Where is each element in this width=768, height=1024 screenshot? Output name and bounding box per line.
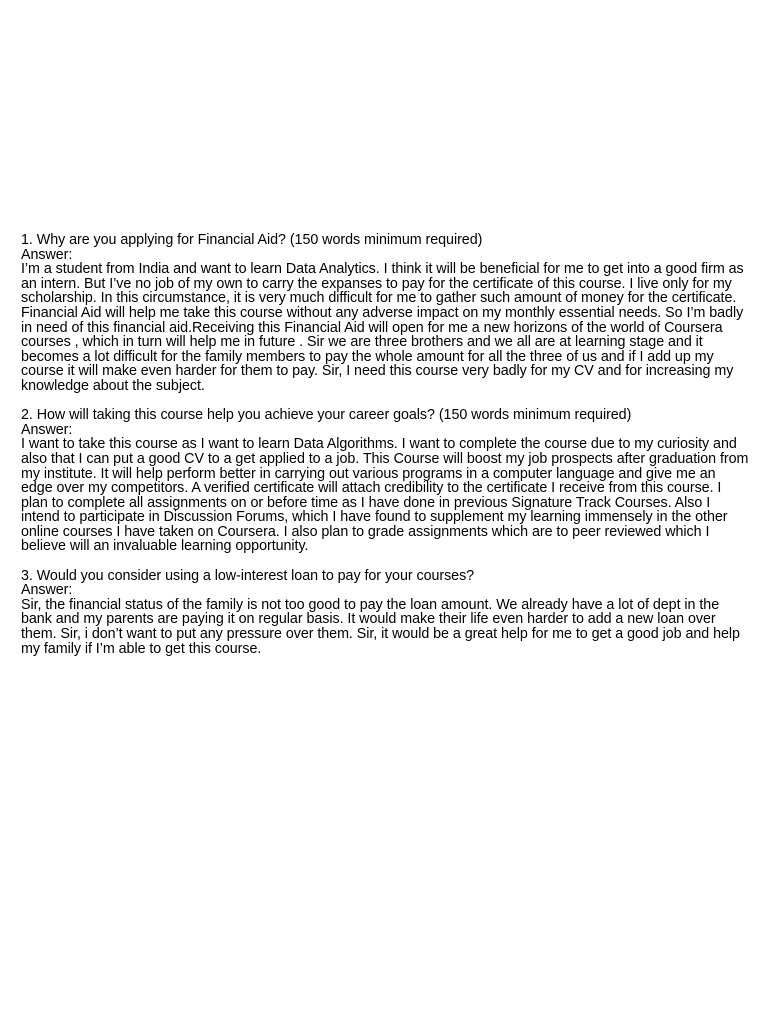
answer-label: Answer: [21, 421, 73, 438]
qa-block-financial-aid-reason [21, 233, 751, 394]
answer-text: I’m a student from India and want to learn Data Analytics. I think it will be beneficial for me to get into a good firm as an intern. But I’ve no job of my own to carry the expanses to pay for the certificate of this course. I live only for my scholarship. In this circumstance, it is very much difficult for me to gather such amount of money for the certificate. Financial Aid will help me take this course without any adverse impact on my monthly essential needs. So I’m badly in need of this financial aid.Receiving this Financial Aid will open for me a new horizons of the world of Coursera courses , which in turn will help me in future . Sir we are three brothers and we all are at learning stage and it becomes a lot difficult for the family members to pay the whole amount for all the three of us and if I add up my course it will make even harder for them to pay. Sir, I need this course very badly for my CV and for increasing my knowledge about the subject. [21, 261, 744, 394]
answer-text: Sir, the financial status of the family is not too good to pay the loan amount. We already have a lot of dept in the bank and my parents are paying it on regular basis. It would make their life even harder to add a new loan over them. Sir, i don’t want to put any pressure over them. Sir, it would be a great help for me to get a good job and help my family if I’m able to get this course. [21, 596, 740, 657]
qa-block-career-goals [21, 408, 751, 554]
answer-text: I want to take this course as I want to learn Data Algorithms. I want to complete the course due to my curiosity and also that I can put a good CV to a get applied to a job. This Course will boost my job prospects after graduation from my institute. It will help perform better in carrying out various programs in a computer language and give me an edge over my competitors. A verified certificate will attach credibility to the certificate I receive from this course. I plan to complete all assignments on or before time as I have done in previous Signature Track Courses. Also I intend to participate in Discussion Forums, which I have found to supplement my learning immensely in the other online courses I have taken on Coursera. I also plan to grade assignments which are to peer reviewed which I believe will an invaluable learning opportunity. [21, 436, 749, 555]
answer-label: Answer: [21, 246, 73, 263]
document-body [21, 233, 751, 671]
question-text: 2. How will taking this course help you achieve your career goals? (150 words minimum required) [21, 407, 632, 424]
answer-label: Answer: [21, 582, 73, 599]
qa-block-loan [21, 569, 751, 657]
question-text: 1. Why are you applying for Financial Aid? (150 words minimum required) [21, 232, 483, 248]
question-text: 3. Would you consider using a low-interest loan to pay for your courses? [21, 567, 475, 584]
